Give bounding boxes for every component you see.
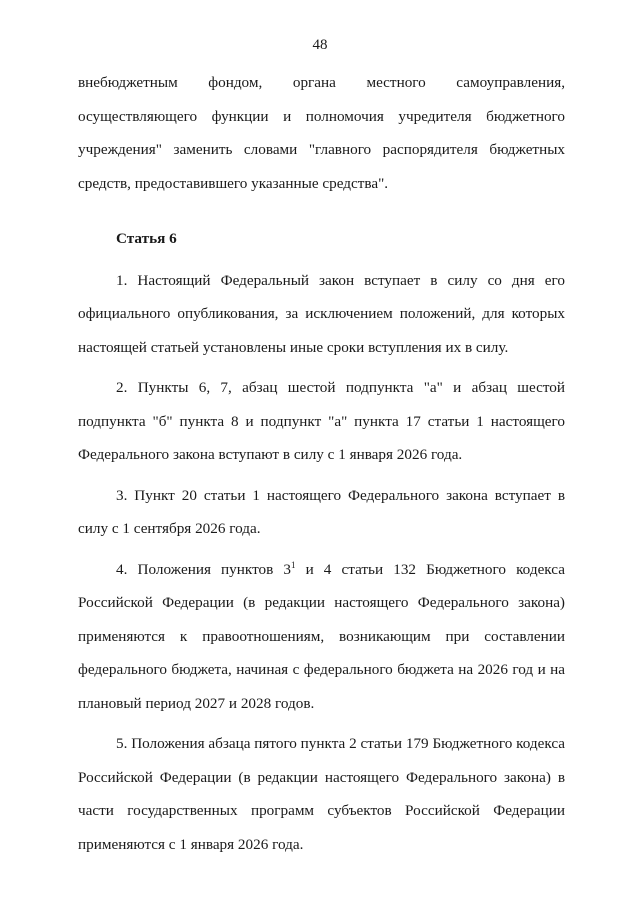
page-number: 48 [312, 37, 328, 53]
paragraph-4-start: 4. Положения пунктов 3 [116, 560, 291, 578]
paragraph-3: 3. Пункт 20 статьи 1 настоящего Федерального закона вступает в силу с 1 сентября 2026 года. [78, 486, 565, 537]
article-heading: Статья 6 [116, 230, 177, 247]
superscript-index: 1 [290, 559, 296, 570]
paragraph-2: 2. Пункты 6, 7, абзац шестой подпункта "а" и абзац шестой подпункта "б" пункта 8 и подпункт "а" пункта 17 статьи 1 настоящего Федерального закона вступают в силу с 1 января 2026 года. [78, 379, 565, 463]
continuation-paragraph: внебюджетным фондом, органа местного самоуправления, осуществляющего функции и полномочия учредителя бюджетного учреждения" заменить словами "главного распорядителя бюджетных средств, предоставившего указанные средства". [78, 74, 565, 192]
paragraph-1: 1. Настоящий Федеральный закон вступает в силу со дня его официального опубликования, за исключением положений, для которых настоящей статьей установлены иные сроки вступления их в силу. [78, 271, 565, 356]
document-body [78, 66, 565, 861]
paragraph-4-rest: и 4 статьи 132 Бюджетного кодекса Российской Федерации (в редакции настоящего Федерального закона) применяются к правоотношениям, возникающим при составлении федерального бюджета, начиная с федерального бюджета на 2026 год и на плановый период 2027 и 2028 годов. [78, 560, 565, 712]
paragraph-4 [78, 553, 565, 721]
paragraph-5: 5. Положения абзаца пятого пункта 2 статьи 179 Бюджетного кодекса Российской Федерации (в редакции настоящего Федерального закона) в части государственных программ субъектов Российской Федерации применяются с 1 января 2026 года. [78, 735, 565, 853]
